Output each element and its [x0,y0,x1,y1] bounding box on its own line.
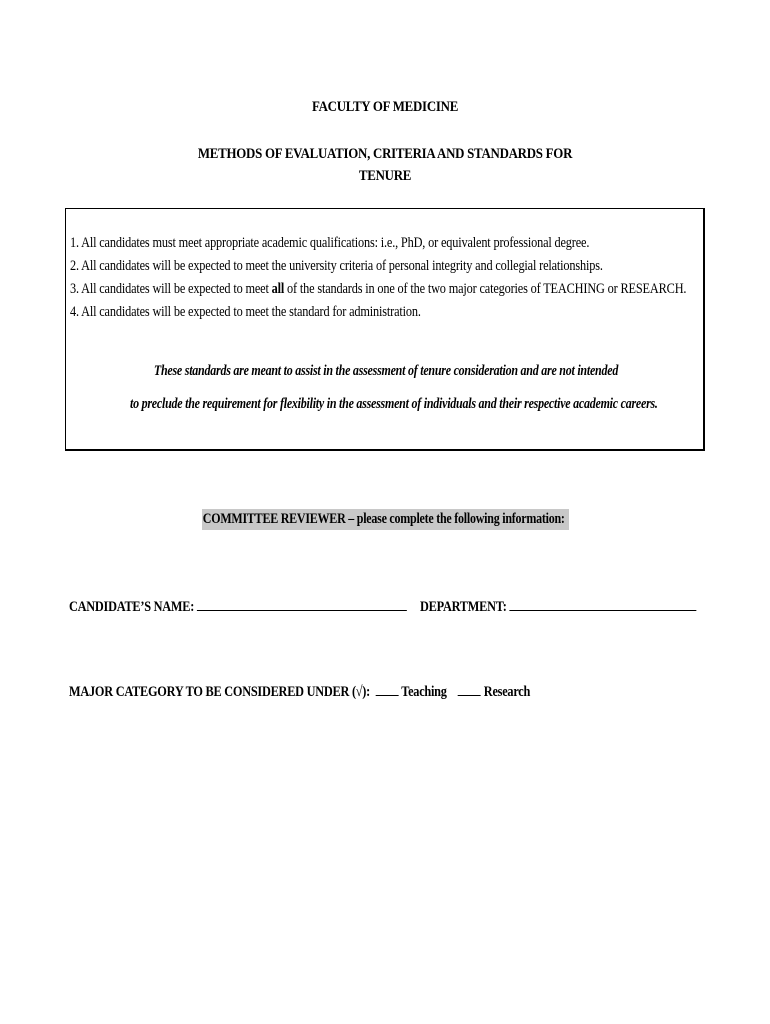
criterion-3-end: of the standards in one of the two major categories of TEACHING or RESEARCH. [284,281,687,297]
department-field[interactable] [509,596,696,611]
teaching-checkbox-blank[interactable] [376,681,399,696]
standards-note-line-1: These standards are meant to assist in the assessment of tenure consideration and are not intended [153,363,619,379]
candidate-name-label: CANDIDATE’S NAME: [69,599,195,615]
criterion-4: 4. All candidates will be expected to meet the standard for administration. [70,304,421,320]
research-option-label: Research [483,684,531,700]
major-category-label: MAJOR CATEGORY TO BE CONSIDERED UNDER (√): [69,684,371,700]
criterion-2: 2. All candidates will be expected to meet the university criteria of personal integrity and collegial relationships. [70,258,603,274]
committee-reviewer-instruction: COMMITTEE REVIEWER – please complete the following information: [202,511,565,527]
teaching-option-label: Teaching [401,684,447,700]
committee-reviewer-banner [202,509,569,530]
candidate-name-field[interactable] [197,596,407,611]
criterion-3 [70,281,686,298]
document-title-cont: TENURE [358,168,412,184]
department-row [420,596,696,616]
criteria-box [65,208,705,451]
document-title: METHODS OF EVALUATION, CRITERIA AND STANDARDS FOR [197,146,573,162]
candidate-name-row [69,596,407,616]
standards-note-line-2: to preclude the requirement for flexibility in the assessment of individuals and their respective academic careers. [130,396,658,412]
criterion-3-start: 3. All candidates will be expected to meet [70,281,272,297]
criterion-3-emphasis: all [271,281,285,297]
research-checkbox-blank[interactable] [458,681,481,696]
criterion-1: 1. All candidates must meet appropriate academic qualifications: i.e., PhD, or equivalent professional degree. [70,235,590,251]
department-label: DEPARTMENT: [420,599,507,615]
major-category-row [69,681,530,701]
faculty-title: FACULTY OF MEDICINE [311,99,459,115]
